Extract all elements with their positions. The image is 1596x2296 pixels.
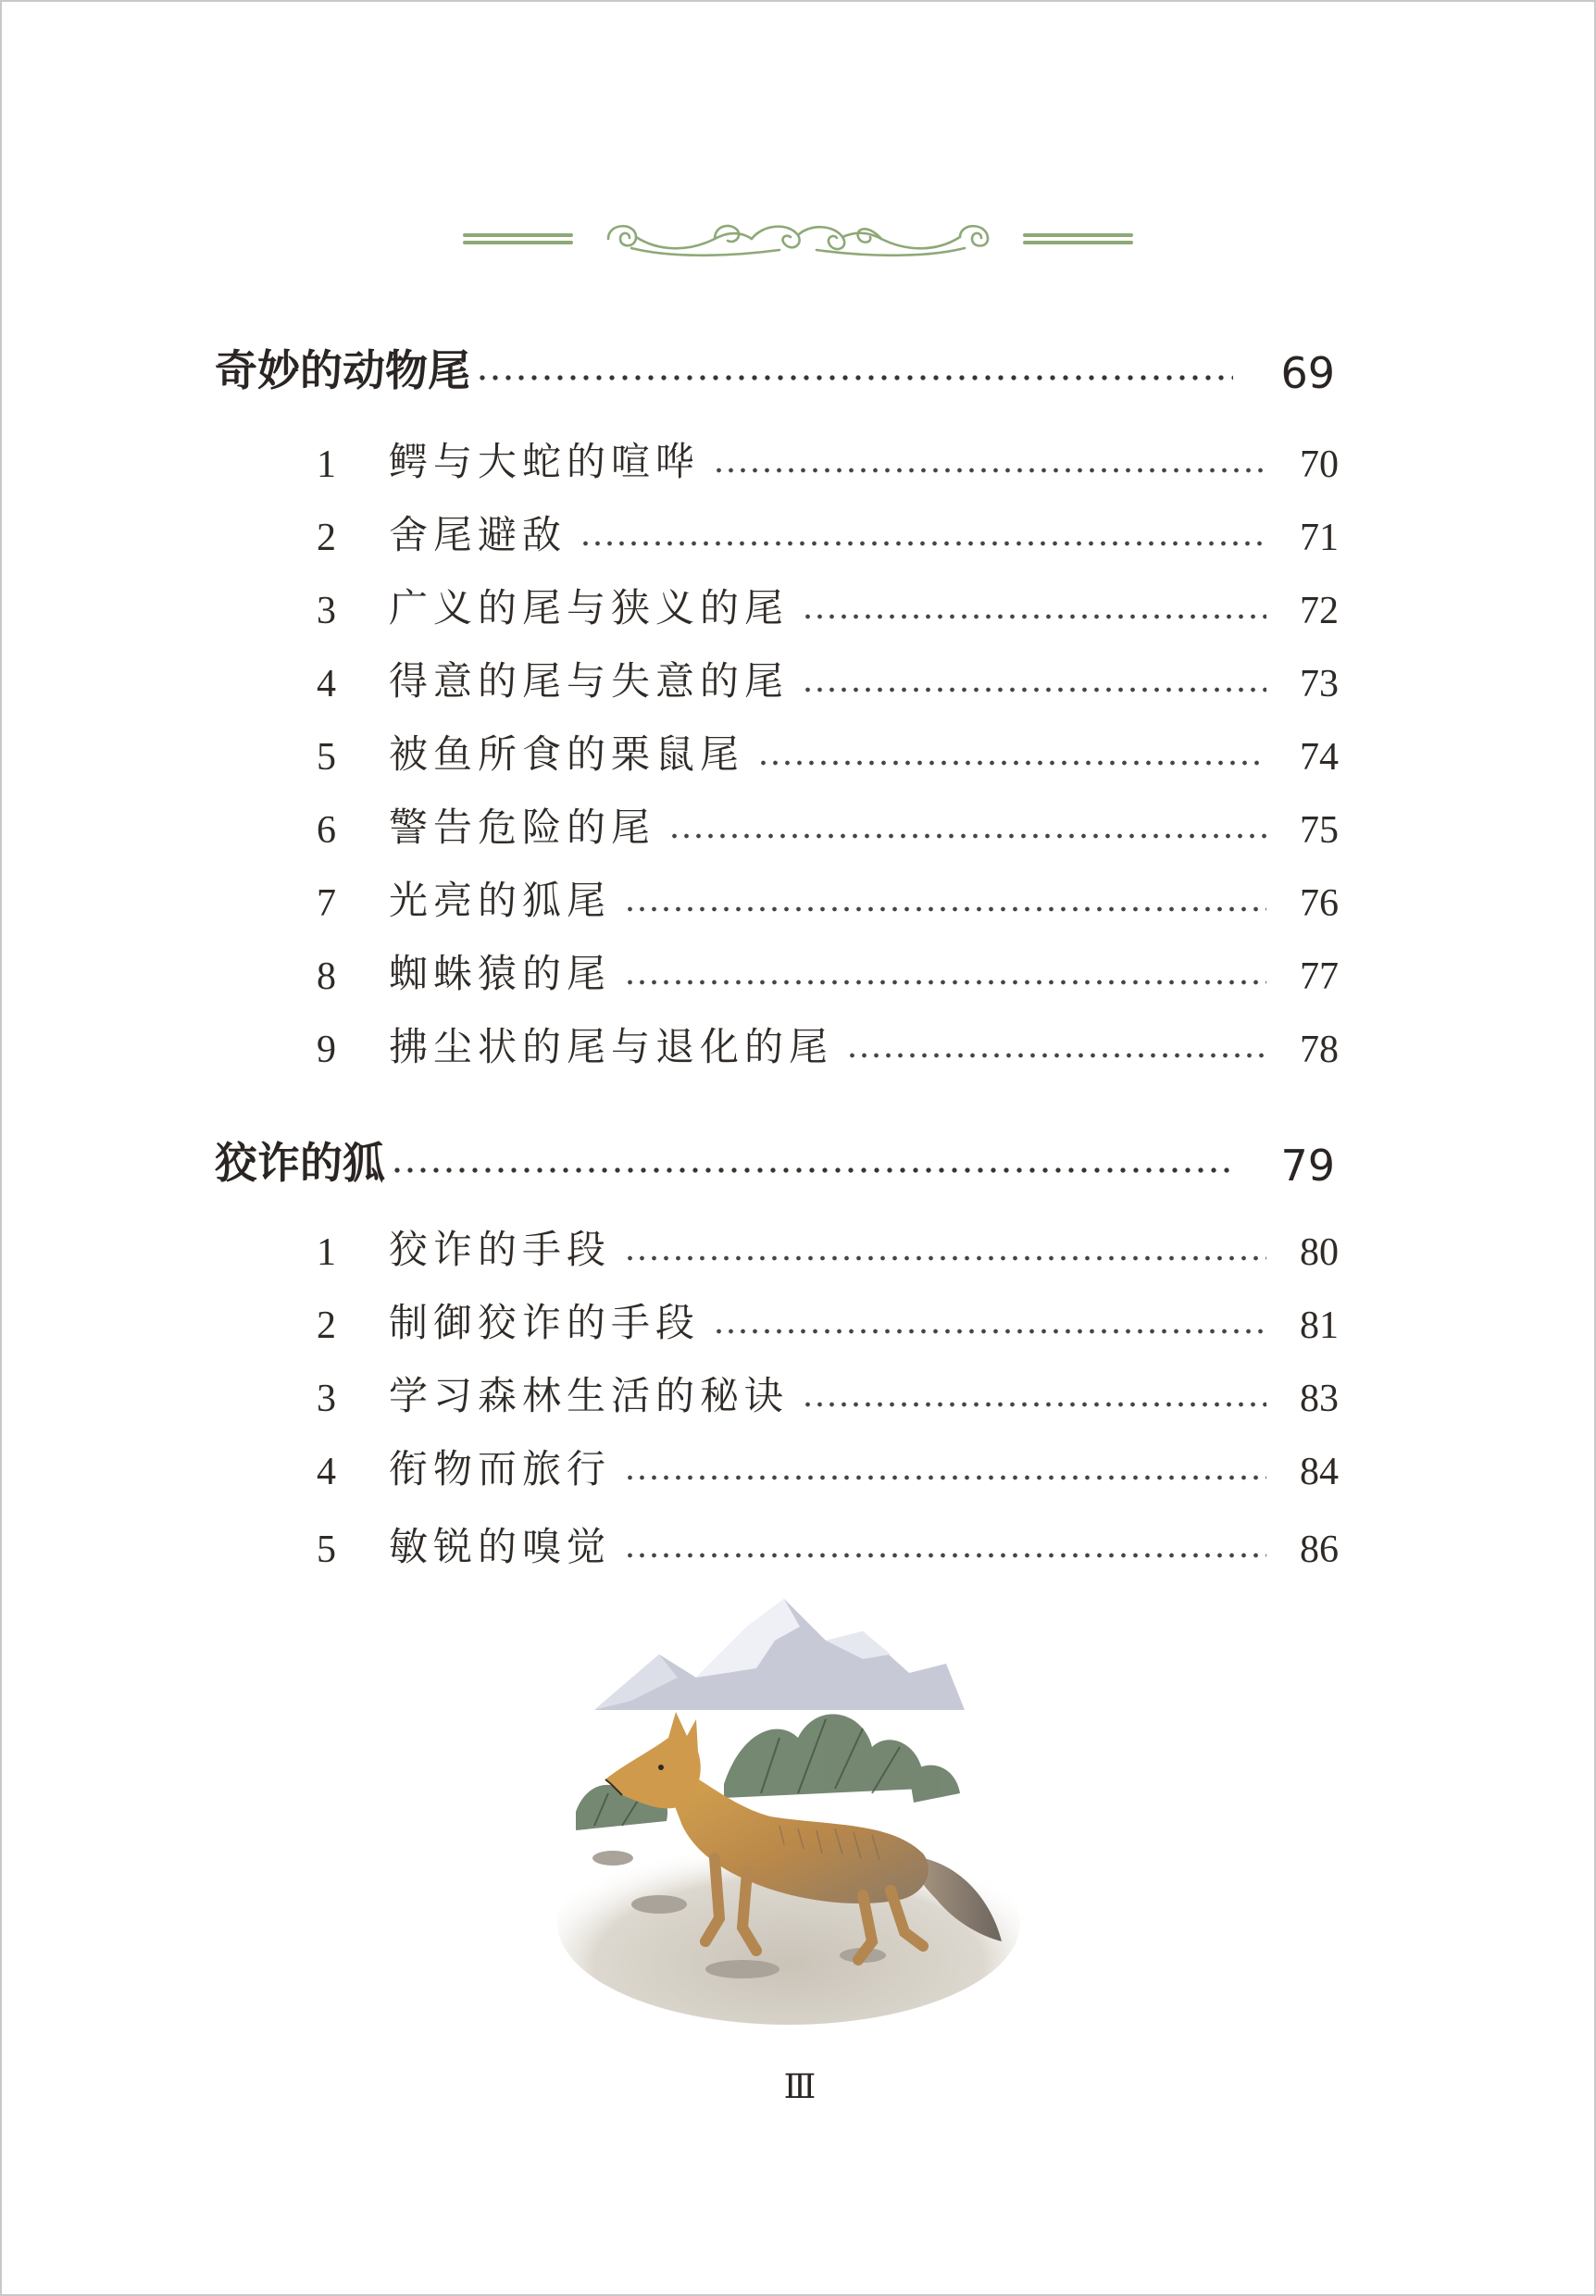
item-page-number: 76 <box>1300 882 1339 925</box>
item-index: 5 <box>317 1529 336 1571</box>
dot-leader <box>713 467 1266 474</box>
section-page-number: 69 <box>1280 348 1335 398</box>
item-title: 衔物而旅行 <box>389 1446 612 1491</box>
item-title: 警告危险的尾 <box>389 805 656 850</box>
item-title: 鳄与大蛇的喧哗 <box>389 439 701 484</box>
item-page-number: 75 <box>1300 809 1339 852</box>
dot-leader <box>802 1401 1266 1408</box>
item-index: 4 <box>317 663 336 705</box>
item-page-number: 73 <box>1300 663 1339 705</box>
dot-leader <box>391 1167 1233 1174</box>
item-page-number: 84 <box>1300 1451 1339 1493</box>
dot-leader <box>624 1254 1266 1262</box>
item-page-number: 74 <box>1300 736 1339 779</box>
toc-item[interactable] <box>317 1513 1339 1572</box>
item-page-number: 70 <box>1300 443 1339 486</box>
toc-item[interactable] <box>317 940 1339 999</box>
dot-leader <box>580 540 1266 547</box>
item-page-number: 78 <box>1300 1029 1339 1071</box>
item-index: 1 <box>317 1231 336 1274</box>
item-title: 蜘蛛猿的尾 <box>389 951 612 996</box>
item-title: 被鱼所食的栗鼠尾 <box>389 731 745 777</box>
item-index: 3 <box>317 590 336 632</box>
toc-item[interactable] <box>317 1216 1339 1275</box>
item-index: 6 <box>317 809 336 852</box>
toc-item[interactable] <box>317 1362 1339 1421</box>
toc-item[interactable] <box>317 574 1339 633</box>
item-title: 制御狡诈的手段 <box>389 1300 701 1345</box>
section-title: 奇妙的动物尾 <box>215 345 470 395</box>
item-page-number: 71 <box>1300 517 1339 559</box>
item-title: 舍尾避敌 <box>389 512 567 557</box>
item-title: 敏锐的嗅觉 <box>389 1524 612 1569</box>
item-title: 广义的尾与狭义的尾 <box>389 585 790 630</box>
toc-item[interactable] <box>317 647 1339 706</box>
dot-leader <box>802 686 1266 693</box>
toc-item[interactable] <box>317 1435 1339 1494</box>
dot-leader <box>476 374 1233 381</box>
item-index: 7 <box>317 882 336 925</box>
item-index: 2 <box>317 1304 336 1347</box>
dot-leader <box>624 1552 1266 1559</box>
item-page-number: 86 <box>1300 1529 1339 1571</box>
toc-section-1[interactable] <box>215 324 1335 398</box>
dot-leader <box>624 979 1266 986</box>
item-page-number: 72 <box>1300 590 1339 632</box>
toc-item[interactable] <box>317 720 1339 780</box>
item-title: 得意的尾与失意的尾 <box>389 658 790 704</box>
toc-item[interactable] <box>317 1289 1339 1348</box>
toc-item[interactable] <box>317 1013 1339 1072</box>
dot-leader <box>802 613 1266 620</box>
toc-item[interactable] <box>317 428 1339 487</box>
item-title: 光亮的狐尾 <box>389 878 612 923</box>
item-index: 2 <box>317 517 336 559</box>
toc-item[interactable] <box>317 793 1339 853</box>
item-title: 狡诈的手段 <box>389 1227 612 1272</box>
item-page-number: 77 <box>1300 955 1339 998</box>
item-index: 3 <box>317 1378 336 1420</box>
dot-leader <box>713 1328 1266 1335</box>
dot-leader <box>846 1052 1266 1059</box>
dot-leader <box>624 1474 1266 1481</box>
item-page-number: 81 <box>1300 1304 1339 1347</box>
dot-leader <box>668 832 1266 840</box>
item-page-number: 83 <box>1300 1378 1339 1420</box>
toc-item[interactable] <box>317 867 1339 926</box>
page-folio: Ⅲ <box>783 2068 817 2106</box>
scroll-ornament-icon <box>446 211 1150 267</box>
item-index: 8 <box>317 955 336 998</box>
toc-item[interactable] <box>317 501 1339 560</box>
dot-leader <box>624 905 1266 913</box>
section-page-number: 79 <box>1280 1141 1335 1191</box>
section-title: 狡诈的狐 <box>215 1138 385 1188</box>
toc-section-2[interactable] <box>215 1117 1335 1191</box>
item-index: 5 <box>317 736 336 779</box>
item-index: 9 <box>317 1029 336 1071</box>
dot-leader <box>757 759 1266 767</box>
item-title: 拂尘状的尾与退化的尾 <box>389 1024 834 1069</box>
item-page-number: 80 <box>1300 1231 1339 1274</box>
item-index: 1 <box>317 443 336 486</box>
fox-illustration-icon <box>557 1590 1039 2025</box>
item-title: 学习森林生活的秘诀 <box>389 1373 790 1418</box>
item-index: 4 <box>317 1451 336 1493</box>
